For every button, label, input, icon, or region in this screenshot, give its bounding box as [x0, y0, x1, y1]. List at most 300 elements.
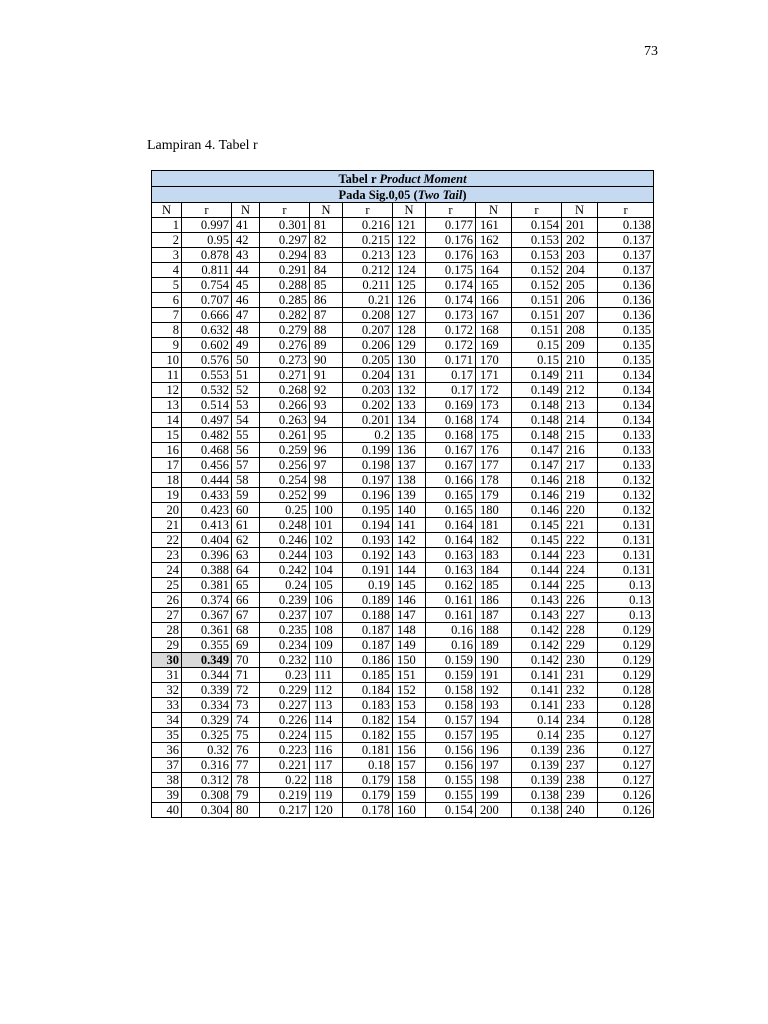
n-cell: 127 [393, 308, 426, 323]
r-cell: 0.388 [182, 563, 232, 578]
n-cell: 174 [476, 413, 512, 428]
r-cell: 0.252 [260, 488, 310, 503]
r-cell: 0.183 [343, 698, 393, 713]
n-cell: 224 [562, 563, 598, 578]
r-cell: 0.244 [260, 548, 310, 563]
n-cell: 59 [232, 488, 260, 503]
n-cell: 167 [476, 308, 512, 323]
n-cell: 6 [152, 293, 182, 308]
r-cell: 0.221 [260, 758, 310, 773]
n-cell: 131 [393, 368, 426, 383]
r-cell: 0.158 [426, 698, 476, 713]
n-cell: 7 [152, 308, 182, 323]
n-cell: 189 [476, 638, 512, 653]
n-cell: 165 [476, 278, 512, 293]
table-row [152, 323, 654, 338]
r-cell: 0.143 [512, 593, 562, 608]
n-cell: 138 [393, 473, 426, 488]
r-cell: 0.151 [512, 293, 562, 308]
page-number: 73 [644, 44, 658, 59]
n-cell: 223 [562, 548, 598, 563]
r-cell: 0.131 [598, 518, 654, 533]
table-row [152, 518, 654, 533]
n-cell: 147 [393, 608, 426, 623]
r-cell: 0.175 [426, 263, 476, 278]
table-row [152, 638, 654, 653]
r-cell: 0.142 [512, 653, 562, 668]
n-cell: 128 [393, 323, 426, 338]
table-row [152, 488, 654, 503]
table-row [152, 428, 654, 443]
column-header: N [393, 203, 426, 218]
r-cell: 0.127 [598, 758, 654, 773]
n-cell: 215 [562, 428, 598, 443]
n-cell: 140 [393, 503, 426, 518]
n-cell: 233 [562, 698, 598, 713]
r-cell: 0.153 [512, 248, 562, 263]
n-cell: 100 [310, 503, 343, 518]
n-cell: 160 [393, 803, 426, 818]
r-cell: 0.187 [343, 638, 393, 653]
r-cell: 0.128 [598, 713, 654, 728]
n-cell: 110 [310, 653, 343, 668]
n-cell: 94 [310, 413, 343, 428]
n-cell: 46 [232, 293, 260, 308]
r-cell: 0.164 [426, 518, 476, 533]
r-cell: 0.413 [182, 518, 232, 533]
r-cell: 0.129 [598, 668, 654, 683]
r-cell: 0.207 [343, 323, 393, 338]
n-cell: 66 [232, 593, 260, 608]
r-cell: 0.164 [426, 533, 476, 548]
r-cell: 0.404 [182, 533, 232, 548]
r-cell: 0.239 [260, 593, 310, 608]
n-cell: 158 [393, 773, 426, 788]
n-cell: 48 [232, 323, 260, 338]
n-cell: 61 [232, 518, 260, 533]
n-cell: 43 [232, 248, 260, 263]
n-cell: 162 [476, 233, 512, 248]
n-cell: 179 [476, 488, 512, 503]
r-cell: 0.176 [426, 233, 476, 248]
n-cell: 117 [310, 758, 343, 773]
r-cell: 0.159 [426, 653, 476, 668]
r-cell: 0.189 [343, 593, 393, 608]
r-cell: 0.159 [426, 668, 476, 683]
r-cell: 0.224 [260, 728, 310, 743]
r-cell: 0.137 [598, 233, 654, 248]
r-cell: 0.185 [343, 668, 393, 683]
r-cell: 0.285 [260, 293, 310, 308]
r-cell: 0.192 [343, 548, 393, 563]
n-cell: 31 [152, 668, 182, 683]
n-cell: 20 [152, 503, 182, 518]
r-cell: 0.217 [260, 803, 310, 818]
r-cell: 0.174 [426, 278, 476, 293]
r-cell: 0.15 [512, 338, 562, 353]
r-cell: 0.95 [182, 233, 232, 248]
table-row [152, 233, 654, 248]
r-cell: 0.576 [182, 353, 232, 368]
r-cell: 0.374 [182, 593, 232, 608]
n-cell: 183 [476, 548, 512, 563]
n-cell: 236 [562, 743, 598, 758]
n-cell: 126 [393, 293, 426, 308]
n-cell: 54 [232, 413, 260, 428]
table-row [152, 608, 654, 623]
n-cell: 148 [393, 623, 426, 638]
n-cell: 44 [232, 263, 260, 278]
column-header: N [562, 203, 598, 218]
n-cell: 34 [152, 713, 182, 728]
n-cell: 109 [310, 638, 343, 653]
n-cell: 11 [152, 368, 182, 383]
n-cell: 231 [562, 668, 598, 683]
r-cell: 0.227 [260, 698, 310, 713]
n-cell: 87 [310, 308, 343, 323]
r-cell: 0.201 [343, 413, 393, 428]
r-cell: 0.153 [512, 233, 562, 248]
r-cell: 0.237 [260, 608, 310, 623]
r-cell: 0.132 [598, 488, 654, 503]
r-cell: 0.602 [182, 338, 232, 353]
r-cell: 0.203 [343, 383, 393, 398]
n-cell: 16 [152, 443, 182, 458]
n-cell: 114 [310, 713, 343, 728]
n-cell: 177 [476, 458, 512, 473]
n-cell: 234 [562, 713, 598, 728]
n-cell: 186 [476, 593, 512, 608]
n-cell: 78 [232, 773, 260, 788]
r-cell: 0.294 [260, 248, 310, 263]
r-cell: 0.128 [598, 698, 654, 713]
n-cell: 155 [393, 728, 426, 743]
n-cell: 60 [232, 503, 260, 518]
r-cell: 0.136 [598, 278, 654, 293]
r-cell: 0.25 [260, 503, 310, 518]
n-cell: 150 [393, 653, 426, 668]
table-title: Tabel r Product Moment [152, 171, 654, 187]
n-cell: 123 [393, 248, 426, 263]
n-cell: 208 [562, 323, 598, 338]
r-cell: 0.21 [343, 293, 393, 308]
r-cell: 0.246 [260, 533, 310, 548]
r-cell: 0.433 [182, 488, 232, 503]
r-cell: 0.308 [182, 788, 232, 803]
r-cell: 0.132 [598, 473, 654, 488]
r-cell: 0.177 [426, 218, 476, 233]
r-cell: 0.468 [182, 443, 232, 458]
r-cell: 0.139 [512, 758, 562, 773]
n-cell: 105 [310, 578, 343, 593]
n-cell: 171 [476, 368, 512, 383]
n-cell: 15 [152, 428, 182, 443]
r-cell: 0.144 [512, 548, 562, 563]
r-cell: 0.133 [598, 428, 654, 443]
r-cell: 0.291 [260, 263, 310, 278]
n-cell: 172 [476, 383, 512, 398]
r-cell: 0.152 [512, 278, 562, 293]
column-header: N [232, 203, 260, 218]
n-cell: 64 [232, 563, 260, 578]
n-cell: 97 [310, 458, 343, 473]
n-cell: 161 [476, 218, 512, 233]
r-cell: 0.17 [426, 383, 476, 398]
n-cell: 217 [562, 458, 598, 473]
n-cell: 240 [562, 803, 598, 818]
r-cell: 0.216 [343, 218, 393, 233]
n-cell: 76 [232, 743, 260, 758]
r-cell: 0.169 [426, 398, 476, 413]
n-cell: 45 [232, 278, 260, 293]
r-cell: 0.17 [426, 368, 476, 383]
n-cell: 194 [476, 713, 512, 728]
n-cell: 102 [310, 533, 343, 548]
r-cell: 0.334 [182, 698, 232, 713]
n-cell: 121 [393, 218, 426, 233]
r-cell: 0.204 [343, 368, 393, 383]
n-cell: 229 [562, 638, 598, 653]
n-cell: 199 [476, 788, 512, 803]
table-row [152, 773, 654, 788]
r-cell: 0.187 [343, 623, 393, 638]
n-cell: 40 [152, 803, 182, 818]
table-subtitle: Pada Sig.0,05 (Two Tail) [152, 187, 654, 203]
table-body [152, 218, 654, 818]
n-cell: 13 [152, 398, 182, 413]
r-cell: 0.129 [598, 623, 654, 638]
n-cell: 9 [152, 338, 182, 353]
r-cell: 0.13 [598, 593, 654, 608]
n-cell: 230 [562, 653, 598, 668]
n-cell: 157 [393, 758, 426, 773]
n-cell: 212 [562, 383, 598, 398]
r-cell: 0.156 [426, 758, 476, 773]
n-cell: 32 [152, 683, 182, 698]
r-cell: 0.141 [512, 698, 562, 713]
r-cell: 0.367 [182, 608, 232, 623]
r-cell: 0.206 [343, 338, 393, 353]
n-cell: 50 [232, 353, 260, 368]
n-cell: 53 [232, 398, 260, 413]
n-cell: 69 [232, 638, 260, 653]
r-cell: 0.172 [426, 338, 476, 353]
r-cell: 0.361 [182, 623, 232, 638]
r-cell: 0.456 [182, 458, 232, 473]
n-cell: 227 [562, 608, 598, 623]
n-cell: 38 [152, 773, 182, 788]
n-cell: 185 [476, 578, 512, 593]
n-cell: 124 [393, 263, 426, 278]
r-cell: 0.143 [512, 608, 562, 623]
n-cell: 188 [476, 623, 512, 638]
table-row [152, 278, 654, 293]
n-cell: 63 [232, 548, 260, 563]
table-row [152, 548, 654, 563]
r-cell: 0.174 [426, 293, 476, 308]
n-cell: 21 [152, 518, 182, 533]
n-cell: 209 [562, 338, 598, 353]
n-cell: 80 [232, 803, 260, 818]
n-cell: 228 [562, 623, 598, 638]
r-cell: 0.151 [512, 323, 562, 338]
r-cell: 0.167 [426, 443, 476, 458]
r-cell: 0.168 [426, 428, 476, 443]
n-cell: 65 [232, 578, 260, 593]
n-cell: 35 [152, 728, 182, 743]
n-cell: 79 [232, 788, 260, 803]
r-cell: 0.288 [260, 278, 310, 293]
n-cell: 12 [152, 383, 182, 398]
column-header-row [152, 203, 654, 218]
r-cell: 0.162 [426, 578, 476, 593]
r-cell: 0.259 [260, 443, 310, 458]
column-header: r [512, 203, 562, 218]
n-cell: 51 [232, 368, 260, 383]
n-cell: 198 [476, 773, 512, 788]
r-cell: 0.2 [343, 428, 393, 443]
n-cell: 30 [152, 653, 182, 668]
n-cell: 98 [310, 473, 343, 488]
n-cell: 197 [476, 758, 512, 773]
n-cell: 28 [152, 623, 182, 638]
n-cell: 163 [476, 248, 512, 263]
r-cell: 0.268 [260, 383, 310, 398]
n-cell: 14 [152, 413, 182, 428]
r-cell: 0.32 [182, 743, 232, 758]
n-cell: 77 [232, 758, 260, 773]
n-cell: 24 [152, 563, 182, 578]
table-subtitle-row [152, 187, 654, 203]
r-cell: 0.161 [426, 608, 476, 623]
n-cell: 175 [476, 428, 512, 443]
n-cell: 106 [310, 593, 343, 608]
n-cell: 145 [393, 578, 426, 593]
r-cell: 0.13 [598, 578, 654, 593]
r-cell: 0.141 [512, 683, 562, 698]
n-cell: 23 [152, 548, 182, 563]
r-cell: 0.135 [598, 353, 654, 368]
n-cell: 143 [393, 548, 426, 563]
r-cell: 0.179 [343, 788, 393, 803]
r-cell: 0.215 [343, 233, 393, 248]
table-row [152, 368, 654, 383]
n-cell: 82 [310, 233, 343, 248]
r-cell: 0.134 [598, 368, 654, 383]
column-header: N [476, 203, 512, 218]
r-cell: 0.423 [182, 503, 232, 518]
n-cell: 196 [476, 743, 512, 758]
r-cell: 0.147 [512, 443, 562, 458]
r-cell: 0.248 [260, 518, 310, 533]
r-cell: 0.176 [426, 248, 476, 263]
r-cell: 0.208 [343, 308, 393, 323]
n-cell: 67 [232, 608, 260, 623]
r-cell: 0.196 [343, 488, 393, 503]
n-cell: 27 [152, 608, 182, 623]
n-cell: 56 [232, 443, 260, 458]
r-cell: 0.129 [598, 638, 654, 653]
r-cell: 0.141 [512, 668, 562, 683]
n-cell: 122 [393, 233, 426, 248]
n-cell: 134 [393, 413, 426, 428]
r-cell: 0.195 [343, 503, 393, 518]
r-cell: 0.234 [260, 638, 310, 653]
r-cell: 0.157 [426, 728, 476, 743]
n-cell: 83 [310, 248, 343, 263]
r-cell: 0.325 [182, 728, 232, 743]
r-cell: 0.191 [343, 563, 393, 578]
table-row [152, 263, 654, 278]
table-row [152, 668, 654, 683]
n-cell: 129 [393, 338, 426, 353]
n-cell: 111 [310, 668, 343, 683]
n-cell: 226 [562, 593, 598, 608]
r-cell: 0.997 [182, 218, 232, 233]
r-cell: 0.148 [512, 398, 562, 413]
r-cell: 0.271 [260, 368, 310, 383]
r-cell: 0.131 [598, 563, 654, 578]
r-cell: 0.194 [343, 518, 393, 533]
r-cell: 0.142 [512, 623, 562, 638]
n-cell: 107 [310, 608, 343, 623]
table-row [152, 353, 654, 368]
r-cell: 0.151 [512, 308, 562, 323]
r-cell: 0.156 [426, 743, 476, 758]
r-cell: 0.666 [182, 308, 232, 323]
column-header: r [598, 203, 654, 218]
r-cell: 0.133 [598, 443, 654, 458]
n-cell: 141 [393, 518, 426, 533]
r-cell: 0.211 [343, 278, 393, 293]
r-cell: 0.154 [512, 218, 562, 233]
column-header: r [343, 203, 393, 218]
r-cell: 0.163 [426, 563, 476, 578]
n-cell: 195 [476, 728, 512, 743]
n-cell: 211 [562, 368, 598, 383]
r-cell: 0.232 [260, 653, 310, 668]
n-cell: 218 [562, 473, 598, 488]
n-cell: 222 [562, 533, 598, 548]
column-header: r [426, 203, 476, 218]
n-cell: 112 [310, 683, 343, 698]
r-cell: 0.312 [182, 773, 232, 788]
r-cell: 0.146 [512, 488, 562, 503]
r-cell: 0.329 [182, 713, 232, 728]
r-cell: 0.182 [343, 713, 393, 728]
r-cell: 0.213 [343, 248, 393, 263]
n-cell: 113 [310, 698, 343, 713]
r-cell: 0.126 [598, 803, 654, 818]
table-row [152, 503, 654, 518]
r-cell: 0.173 [426, 308, 476, 323]
r-cell: 0.282 [260, 308, 310, 323]
r-cell: 0.219 [260, 788, 310, 803]
n-cell: 216 [562, 443, 598, 458]
table-row [152, 458, 654, 473]
n-cell: 68 [232, 623, 260, 638]
n-cell: 103 [310, 548, 343, 563]
r-cell: 0.146 [512, 473, 562, 488]
r-cell: 0.133 [598, 458, 654, 473]
r-cell: 0.135 [598, 338, 654, 353]
n-cell: 144 [393, 563, 426, 578]
r-cell: 0.316 [182, 758, 232, 773]
r-cell: 0.137 [598, 263, 654, 278]
table-row [152, 248, 654, 263]
n-cell: 133 [393, 398, 426, 413]
r-cell: 0.242 [260, 563, 310, 578]
